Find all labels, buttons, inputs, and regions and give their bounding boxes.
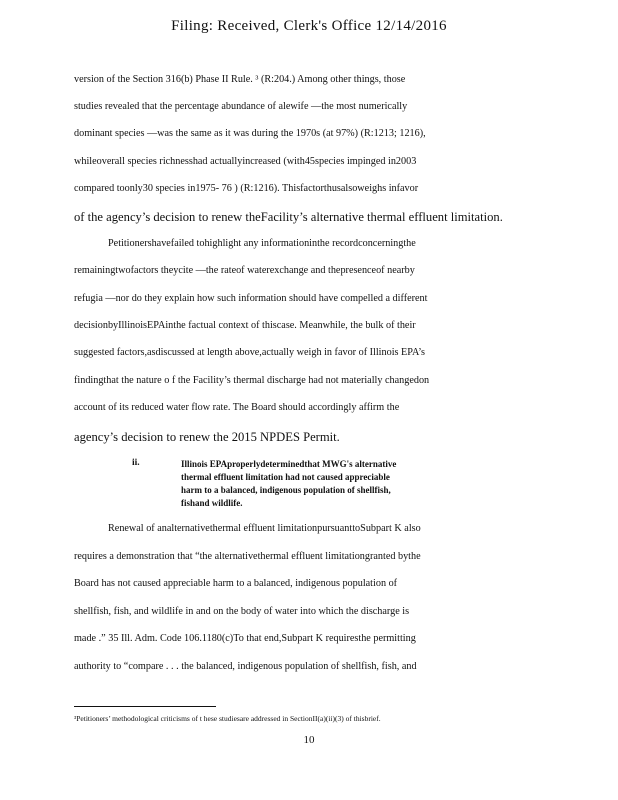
footnote: ³Petitioners’ methodological criticisms of t hese studiesare addressed in SectionII(a)(ii)(3) of thisbrief.	[74, 714, 381, 723]
text-line: whileoverall species richnesshad actuallyincreased (with45species impinged in2003	[74, 156, 417, 167]
text-line: decisionbyIllinoisEPAinthe factual context of thiscase. Meanwhile, the bulk of their	[74, 320, 416, 331]
subheading-line: thermal effluent limitation had not caused appreciable	[181, 472, 390, 482]
text-line: Board has not caused appreciable harm to a balanced, indigenous population of	[74, 578, 398, 589]
text-line: remainingtwofactors theycite —the rateof waterexchange and thepresenceof nearby	[74, 265, 415, 276]
text-line: compared toonly30 species in1975- 76 ) (R:1216). Thisfactorthusalsoweighs infavor	[74, 183, 419, 194]
text-line: refugia —nor do they explain how such information should have compelled a different	[74, 293, 428, 304]
text-line: of the agency’s decision to renew theFacility’s alternative thermal effluent limitation.	[74, 210, 503, 224]
footnote-rule	[74, 706, 216, 707]
subheading-line: fishand wildlife.	[181, 498, 243, 508]
text-line: requires a demonstration that “the alternativethermal effluent limitationgranted bythe	[74, 551, 421, 562]
filing-header: Filing: Received, Clerk's Office 12/14/2016	[171, 18, 447, 34]
page-number: 10	[303, 734, 315, 746]
text-line: dominant species —was the same as it was during the 1970s (at 97%) (R:1213; 1216),	[74, 128, 426, 139]
text-line: Petitionershavefailed tohighlight any informationinthe recordconcerningthe	[108, 238, 416, 249]
subheading-number: ii.	[132, 458, 140, 468]
subheading-line: harm to a balanced, indigenous population of shellfish,	[181, 485, 391, 495]
text-line: findingthat the nature o f the Facility’s thermal discharge had not materially changedon	[74, 375, 430, 386]
text-line: made .” 35 Ill. Adm. Code 106.1180(c)To that end,Subpart K requiresthe permitting	[74, 633, 416, 644]
text-line: version of the Section 316(b) Phase II Rule. ³ (R:204.) Among other things, those	[74, 74, 406, 85]
text-line: suggested factors,asdiscussed at length above,actually weigh in favor of Illinois EPA’s	[74, 347, 426, 358]
text-line: account of its reduced water flow rate. The Board should accordingly affirm the	[74, 402, 400, 413]
text-line: Renewal of analternativethermal effluent limitationpursuanttoSubpart K also	[108, 523, 421, 534]
text-line: studies revealed that the percentage abundance of alewife —the most numerically	[74, 101, 408, 112]
text-line: shellfish, fish, and wildlife in and on the body of water into which the discharge is	[74, 606, 410, 617]
text-line: authority to “compare . . . the balanced, indigenous population of shellfish, fish, and	[74, 661, 417, 672]
text-line: agency’s decision to renew the 2015 NPDES Permit.	[74, 430, 340, 444]
subheading-line: Illinois EPAproperlydeterminedthat MWG's alternative	[181, 459, 397, 469]
